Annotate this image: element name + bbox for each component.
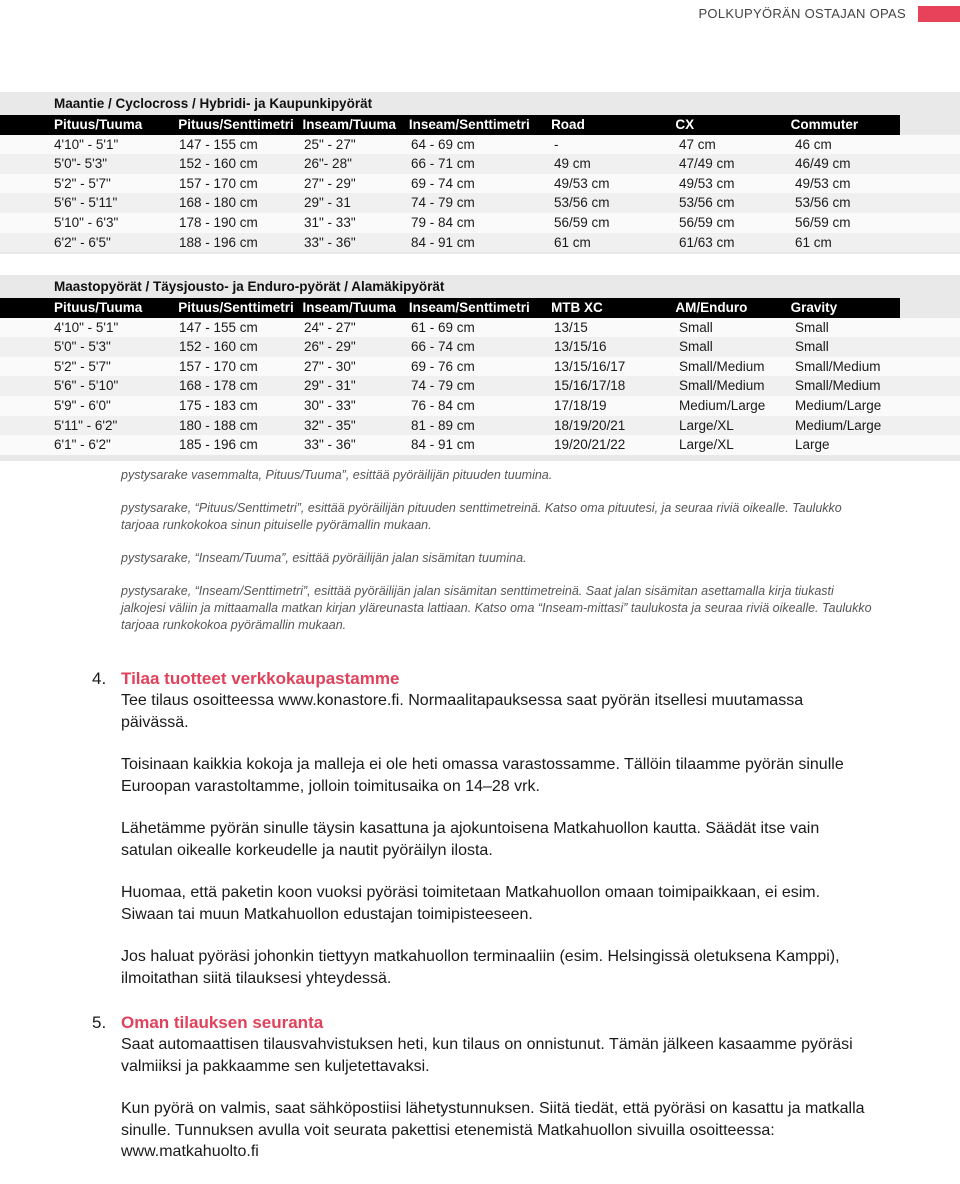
table-cell: 152 - 160 cm <box>179 156 258 172</box>
table-cell: 5'11" - 6'2" <box>54 417 118 433</box>
column-header: Gravity <box>790 300 838 315</box>
table-cell: 6'2" - 6'5" <box>54 234 111 250</box>
table-cell: 66 - 74 cm <box>411 339 475 355</box>
table-cell: 79 - 84 cm <box>411 214 475 230</box>
column-header: Inseam/Tuuma <box>302 300 397 315</box>
table-cell: 13/15/16 <box>554 339 607 355</box>
note-text: pystysarake, “Pituus/Senttimetri”, esittää pyöräilijän pituuden senttimetreinä. Katso oma pituutesi, ja seuraa riviä oikealle. Taulukko tarjoaa runkokokoa sinun pituiselle pyörämallin mukaan. <box>121 501 842 532</box>
table-row <box>0 193 960 213</box>
header-accent-bar <box>918 6 960 22</box>
table-cell: 168 - 178 cm <box>179 378 258 394</box>
table-cell: 61 cm <box>554 234 591 250</box>
column-header: Inseam/Senttimetri <box>408 300 530 315</box>
table-row <box>0 376 960 396</box>
table-cell: 15/16/17/18 <box>554 378 626 394</box>
table-row <box>0 318 960 338</box>
note-text: pystysarake, “Inseam/Senttimetri”, esittää pyöräilijän jalan sisämitan senttimetreinä. Saat jalan sisämitan asettamalla kirja tiukasti jalkojesi väliin ja mittaamalla matkan kirjan yläreunasta lattiaan. Katso oma “Inseam-mittasi” taulukosta ja seuraa riviä oikealle. Taulukko tarjoaa runkokokoa pyörämallin mukaan. <box>121 584 872 632</box>
table-cell: 46 cm <box>795 136 832 152</box>
section-number: 4. <box>92 669 107 688</box>
paragraph: Huomaa, että paketin koon vuoksi pyöräsi toimitetaan Matkahuollon omaan toimipaikkaan, ei esim. Siwaan tai muun Matkahuollon edustajan toimipisteeseen. <box>121 884 821 923</box>
table-cell: 147 - 155 cm <box>179 136 258 152</box>
table-cell: 185 - 196 cm <box>179 437 258 453</box>
table-cell: 26" - 29" <box>304 339 356 355</box>
column-header: Commuter <box>790 117 859 132</box>
table-cell: 27" - 29" <box>304 175 356 191</box>
section-heading: Oman tilauksen seuranta <box>121 1013 324 1032</box>
table-cell: Medium/Large <box>795 417 882 433</box>
table-cell: 53/56 cm <box>795 195 851 211</box>
table-cell: 61 cm <box>795 234 832 250</box>
table-cell: 175 - 183 cm <box>179 397 258 413</box>
table-title: Maantie / Cyclocross / Hybridi- ja Kaupunkipyörät <box>54 96 373 111</box>
column-header: AM/Enduro <box>675 300 748 315</box>
table-cell: 188 - 196 cm <box>179 234 258 250</box>
table-cell: 157 - 170 cm <box>179 358 258 374</box>
table-cell: 5'10" - 6'3" <box>54 214 119 230</box>
column-header: Inseam/Senttimetri <box>408 117 530 132</box>
table-cell: 5'0" - 5'3" <box>54 339 111 355</box>
table-cell: 27" - 30" <box>304 358 356 374</box>
table-header-row <box>0 298 900 318</box>
table-cell: 69 - 74 cm <box>411 175 475 191</box>
table-cell: 53/56 cm <box>679 195 735 211</box>
table-cell: 178 - 190 cm <box>179 214 258 230</box>
table-cell: 24" - 27" <box>304 319 356 335</box>
table-cell: Small <box>795 319 829 335</box>
table-cell: 5'2" - 5'7" <box>54 358 111 374</box>
table-cell: 56/59 cm <box>554 214 610 230</box>
table-cell: 84 - 91 cm <box>411 437 475 453</box>
table-cell: Small/Medium <box>795 378 881 394</box>
column-header: Pituus/Tuuma <box>54 300 143 315</box>
paragraph: Lähetämme pyörän sinulle täysin kasattuna ja ajokuntoisena Matkahuollon kautta. Säädät itse vain satulan oikealle korkeudelle ja nautit pyöräilyn ilosta. <box>121 820 820 859</box>
table-cell: 13/15/16/17 <box>554 358 626 374</box>
table-cell: 84 - 91 cm <box>411 234 475 250</box>
column-header: CX <box>675 117 695 132</box>
paragraph: Toisinaan kaikkia kokoja ja malleja ei ole heti omassa varastossamme. Tällöin tilaamme pyörän sinulle Euroopan varastoltamme, jolloin toimitusaika on 14–28 vrk. <box>121 756 844 795</box>
table-cell: 81 - 89 cm <box>411 417 475 433</box>
table-cell: 29" - 31" <box>304 378 356 394</box>
table-cell: 49/53 cm <box>679 175 735 191</box>
table-cell: 4'10" - 5'1" <box>54 136 119 152</box>
table-cell: 61 - 69 cm <box>411 319 475 335</box>
table-cell: 56/59 cm <box>795 214 851 230</box>
table-cell: 5'2" - 5'7" <box>54 175 111 191</box>
table-cell: 18/19/20/21 <box>554 417 626 433</box>
column-header: Inseam/Tuuma <box>302 117 397 132</box>
column-header: Pituus/Senttimetri <box>178 300 294 315</box>
table-cell: 5'6" - 5'11" <box>54 195 118 211</box>
table-title: Maastopyörät / Täysjousto- ja Enduro-pyörät / Alamäkipyörät <box>54 279 445 294</box>
table-cell: 180 - 188 cm <box>179 417 258 433</box>
table-cell: 69 - 76 cm <box>411 358 475 374</box>
paragraph: Tee tilaus osoitteessa www.konastore.fi. Normaalitapauksessa saat pyörän itsellesi muutamassa päivässä. <box>121 692 804 731</box>
table-cell: 25" - 27" <box>304 136 356 152</box>
table-cell: 168 - 180 cm <box>179 195 258 211</box>
note-text: pystysarake vasemmalta, Pituus/Tuuma”, esittää pyöräilijän pituuden tuumina. <box>121 468 553 482</box>
section-number: 5. <box>92 1013 107 1032</box>
table-row <box>0 396 960 416</box>
table-cell: Medium/Large <box>795 397 882 413</box>
table-cell: 13/15 <box>554 319 588 335</box>
table-cell: 49/53 cm <box>795 175 851 191</box>
table-cell: 49/53 cm <box>554 175 610 191</box>
table-cell: Small <box>795 339 829 355</box>
table-cell: Large/XL <box>679 417 734 433</box>
table-row <box>0 174 960 194</box>
column-header: Road <box>551 117 585 132</box>
table-cell: 26"- 28" <box>304 156 352 172</box>
note-text: pystysarake, “Inseam/Tuuma”, esittää pyöräilijän jalan sisämitan tuumina. <box>121 551 527 565</box>
section-body <box>121 1034 866 1184</box>
size-table-road <box>0 92 960 254</box>
table-cell: Large <box>795 437 830 453</box>
table-cell: 32" - 35" <box>304 417 356 433</box>
table-cell: 74 - 79 cm <box>411 195 475 211</box>
table-header-row <box>0 115 900 135</box>
table-cell: Small <box>679 319 713 335</box>
table-cell: 33" - 36" <box>304 234 356 250</box>
table-cell: 66 - 71 cm <box>411 156 475 172</box>
section-body <box>121 690 866 1010</box>
table-cell: 19/20/21/22 <box>554 437 626 453</box>
table-notes <box>121 467 881 650</box>
table-cell: 157 - 170 cm <box>179 175 258 191</box>
table-cell: 46/49 cm <box>795 156 851 172</box>
table-row <box>0 135 960 155</box>
table-cell: 30" - 33" <box>304 397 356 413</box>
table-cell: 61/63 cm <box>679 234 735 250</box>
table-cell: 53/56 cm <box>554 195 610 211</box>
table-row <box>0 357 960 377</box>
table-cell: 6'1" - 6'2" <box>54 437 111 453</box>
table-cell: 76 - 84 cm <box>411 397 475 413</box>
table-cell: 5'0"- 5'3" <box>54 156 108 172</box>
column-header: Pituus/Senttimetri <box>178 117 294 132</box>
table-cell: - <box>554 136 559 152</box>
table-cell: 5'6" - 5'10" <box>54 378 119 394</box>
table-cell: Medium/Large <box>679 397 766 413</box>
table-cell: 152 - 160 cm <box>179 339 258 355</box>
table-cell: Small/Medium <box>795 358 881 374</box>
paragraph: Kun pyörä on valmis, saat sähköpostiisi lähetystunnuksen. Siitä tiedät, että pyöräsi on kasattu ja matkalla sinulle. Tunnuksen avulla voit seurata pakettisi etenemistä Matkahuollon sivuilla osoitteessa: www.matkahuolto.fi <box>121 1100 865 1160</box>
table-cell: Small <box>679 339 713 355</box>
column-header: MTB XC <box>551 300 603 315</box>
table-cell: 147 - 155 cm <box>179 319 258 335</box>
table-row <box>0 416 960 436</box>
table-cell: 64 - 69 cm <box>411 136 475 152</box>
table-cell: 49 cm <box>554 156 591 172</box>
size-table-mtb <box>0 275 960 461</box>
table-row <box>0 435 960 455</box>
column-header: Pituus/Tuuma <box>54 117 143 132</box>
table-cell: 47 cm <box>679 136 716 152</box>
table-cell: Small/Medium <box>679 378 765 394</box>
table-cell: 74 - 79 cm <box>411 378 475 394</box>
table-row <box>0 337 960 357</box>
table-cell: 47/49 cm <box>679 156 735 172</box>
table-row <box>0 213 960 233</box>
table-cell: 31" - 33" <box>304 214 356 230</box>
paragraph: Jos haluat pyöräsi johonkin tiettyyn matkahuollon terminaaliin (esim. Helsingissä oletuksena Kamppi), ilmoitathan siitä tilauksesi yhteydessä. <box>121 948 840 987</box>
table-cell: 4'10" - 5'1" <box>54 319 119 335</box>
table-row <box>0 154 960 174</box>
document-title: POLKUPYÖRÄN OSTAJAN OPAS <box>698 6 906 21</box>
table-cell: 29" - 31 <box>304 195 351 211</box>
table-cell: Small/Medium <box>679 358 765 374</box>
table-row <box>0 233 960 253</box>
section-heading: Tilaa tuotteet verkkokaupastamme <box>121 669 400 688</box>
table-cell: 56/59 cm <box>679 214 735 230</box>
paragraph: Saat automaattisen tilausvahvistuksen heti, kun tilaus on onnistunut. Tämän jälkeen kasaamme pyöräsi valmiiksi ja pakkaamme sen kuljetettavaksi. <box>121 1036 853 1075</box>
table-cell: 5'9" - 6'0" <box>54 397 111 413</box>
table-cell: 17/18/19 <box>554 397 607 413</box>
table-cell: 33" - 36" <box>304 437 356 453</box>
table-cell: Large/XL <box>679 437 734 453</box>
